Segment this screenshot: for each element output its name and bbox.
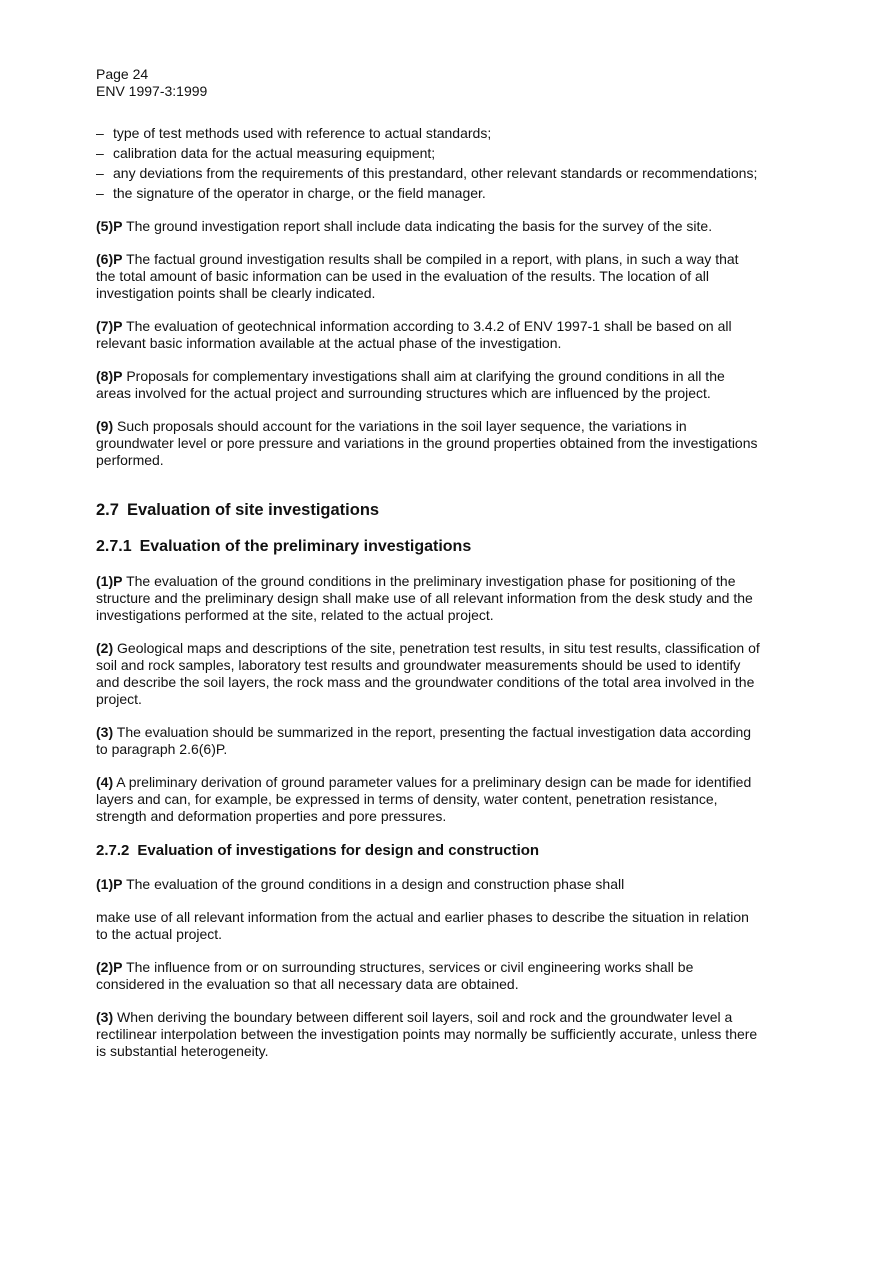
clause-number: (9) xyxy=(96,418,114,434)
clause-paragraph xyxy=(96,318,760,352)
clause-number: (6)P xyxy=(96,251,123,267)
clause-number: (2) xyxy=(96,640,114,656)
clause-text: The ground investigation report shall include data indicating the basis for the survey of the site. xyxy=(126,218,713,234)
bullet-list xyxy=(96,125,760,202)
clause-paragraph xyxy=(96,959,760,993)
clause-number: (4) xyxy=(96,774,114,790)
clause-paragraph xyxy=(96,724,760,758)
subsection-title: Evaluation of investigations for design and construction xyxy=(137,842,540,859)
clause-number: (7)P xyxy=(96,318,123,334)
clause-paragraph xyxy=(96,876,760,893)
clause-text: make use of all relevant information from the actual and earlier phases to describe the situation in relation to the actual project. xyxy=(96,909,749,942)
subsection-heading xyxy=(96,841,760,860)
clause-text: The evaluation of the ground conditions in a design and construction phase shall xyxy=(126,876,625,892)
clause-text: Such proposals should account for the variations in the soil layer sequence, the variations in groundwater level or pore pressure and variations in the ground properties obtained from the investigations performed. xyxy=(96,418,758,468)
subsection-heading xyxy=(96,537,760,557)
clause-paragraph xyxy=(96,774,760,825)
clause-text: Proposals for complementary investigations shall aim at clarifying the ground conditions in all the areas involved for the actual project and surrounding structures which are influenced by the project. xyxy=(96,368,725,401)
clause-number: (1)P xyxy=(96,876,123,892)
subsection-title: Evaluation of the preliminary investigations xyxy=(139,538,472,555)
clause-paragraph xyxy=(96,368,760,402)
subsection-number: 2.7.1 xyxy=(96,538,132,555)
clause-paragraph xyxy=(96,418,760,469)
clause-paragraph xyxy=(96,640,760,708)
clause-paragraph xyxy=(96,573,760,624)
clause-text: The evaluation of geotechnical information according to 3.4.2 of ENV 1997-1 shall be based on all relevant basic information available at the actual phase of the investigation. xyxy=(96,318,732,351)
clause-text: The factual ground investigation results shall be compiled in a report, with plans, in such a way that the total amount of basic information can be used in the evaluation of the results. The location of all investigation points shall be clearly indicated. xyxy=(96,251,739,301)
list-item: – calibration data for the actual measuring equipment; xyxy=(96,145,760,162)
section-title: Evaluation of site investigations xyxy=(126,501,380,519)
clause-paragraph xyxy=(96,1009,760,1060)
clause-number: (1)P xyxy=(96,573,123,589)
clause-number: (3) xyxy=(96,1009,114,1025)
clause-number: (2)P xyxy=(96,959,123,975)
page-header xyxy=(96,66,207,100)
page-number: Page 24 xyxy=(96,66,149,82)
clause-text: A preliminary derivation of ground parameter values for a preliminary design can be made for identified layers and can, for example, be expressed in terms of density, water content, penetration resistance, strength and deformation properties and pore pressures. xyxy=(96,774,752,824)
clause-paragraph xyxy=(96,251,760,302)
clause-text: Geological maps and descriptions of the site, penetration test results, in situ test results, classification of soil and rock samples, laboratory test results and groundwater measurements should be used to identify and describe the soil layers, the rock mass and the groundwater conditions of the total area involved in the project. xyxy=(96,640,760,707)
section-heading xyxy=(96,500,760,520)
clause-number: (3) xyxy=(96,724,114,740)
list-item: – the signature of the operator in charge, or the field manager. xyxy=(96,185,760,202)
clause-text: The influence from or on surrounding structures, services or civil engineering works shall be considered in the evaluation so that all necessary data are obtained. xyxy=(96,959,694,992)
clause-text: The evaluation should be summarized in the report, presenting the factual investigation data according to paragraph 2.6(6)P. xyxy=(96,724,752,757)
subsection-number: 2.7.2 xyxy=(96,842,130,859)
section-number: 2.7 xyxy=(96,501,119,519)
standard-id: ENV 1997-3:1999 xyxy=(96,83,208,99)
clause-text: The evaluation of the ground conditions in the preliminary investigation phase for positioning of the structure and the preliminary design shall make use of all relevant information from the desk study and the investigations performed at the site, related to the actual project. xyxy=(96,573,753,623)
clause-text: When deriving the boundary between different soil layers, soil and rock and the groundwater level a rectilinear interpolation between the investigation points may normally be sufficiently accurate, unless there is substantial heterogeneity. xyxy=(96,1009,758,1059)
page-body xyxy=(96,125,760,1060)
clause-number: (5)P xyxy=(96,218,123,234)
list-item: – any deviations from the requirements of this prestandard, other relevant standards or recommendations; xyxy=(96,165,760,182)
clause-paragraph xyxy=(96,218,760,235)
clause-continuation xyxy=(96,909,760,943)
clause-number: (8)P xyxy=(96,368,123,384)
list-item: – type of test methods used with reference to actual standards; xyxy=(96,125,760,142)
